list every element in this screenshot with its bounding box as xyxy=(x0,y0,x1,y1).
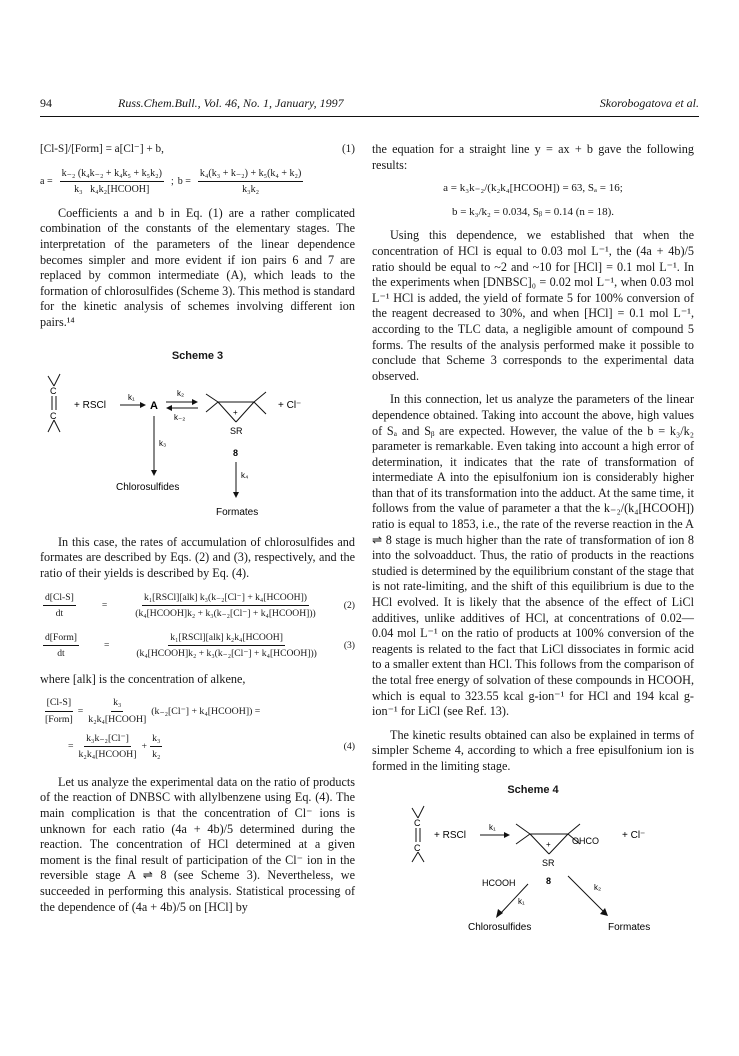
eq-a-den2: k₄k₂[HCOOH] xyxy=(90,184,150,196)
scheme3-k4: k₄ xyxy=(241,471,249,481)
episulfonium-ion-4 xyxy=(516,824,580,854)
equation-a-b: a = $\frac{\text{k₋₂ (k₄k₋₂ + k₄k₅ + k₅k₂)}}{\text{k₃ k₄k₂[HCOOH]}}$ ; b = $\frac{\text{k₄(k₃ + k₋₂) + k₅(k₄ + k₂)}}{\text{k₃k₂}}$ xyxy=(40,166,355,198)
eq4-lhs-den: [Form] xyxy=(45,714,73,726)
equation-4: $\frac{[Cl-S]}{\text{[Form]}}$ = $\frac{\text{k₃}}{\text{k₂k₄[HCOOH]}}$ (k₋₂[Cl⁻] + k₄[HCOOH]) = = $\frac{\text{k₃k₋₂[Cl⁻]}}{\text{k₂k₄[HCOOH]}}$ + $\frac{\text{k₃}}{\text{k₂}}$ (4) xyxy=(40,695,355,762)
scheme3-rscl: + RSCl xyxy=(74,400,106,412)
eq-b-num: k₄(k₃ + k₋₂) + k₅(k₄ + k₂) xyxy=(198,166,303,183)
alkene-structure xyxy=(48,374,60,432)
eq4-frac2-num: k₃k₋₂[Cl⁻] xyxy=(84,731,131,748)
carbon-label-top-4: C xyxy=(414,818,421,829)
eq-b-lhs: b = xyxy=(177,175,191,187)
scheme3-ion-8: 8 xyxy=(233,448,239,459)
authors: Skorobogatova et al. xyxy=(599,96,699,110)
eq4-frac3-num: k₃ xyxy=(150,731,162,748)
eq4-lhs-num: [Cl-S] xyxy=(45,695,74,712)
arrow-to-chlorosulfides-head xyxy=(496,909,503,918)
eq4-lhs xyxy=(43,695,75,727)
arrow-k1-s4-head xyxy=(504,832,510,838)
journal-citation: Russ.Chem.Bull., Vol. 46, No. 1, January, 1997 xyxy=(118,96,344,110)
intermediate-A: A xyxy=(150,400,158,413)
scheme-3-title: Scheme 3 xyxy=(171,349,224,362)
arrow-k1-head xyxy=(140,402,146,408)
scheme4-ohco: OHCO xyxy=(572,836,599,847)
result-a: a = k₃k₋₂/(k₂k₄[HCOOH]) = 63, Sₐ = 16; xyxy=(443,182,623,195)
eq4-frac2-den: k₂k₄[HCOOH] xyxy=(78,749,137,761)
eq-a-frac1 xyxy=(60,166,164,198)
eq2-den: (k₄[HCOOH]k₂ + k₃(k₋₂[Cl⁻] + k₄[HCOOH])) xyxy=(135,608,316,620)
page-number: 94 xyxy=(40,96,52,110)
paragraph-scheme4-intro: The kinetic results obtained can also be explained in terms of simpler Scheme 4, according to which a free episulfonium ion is formed in the limiting stage. xyxy=(372,727,694,773)
equation-1 xyxy=(40,142,355,158)
scheme4-hcooh: HCOOH xyxy=(482,878,516,889)
scheme4-k2: k₂ xyxy=(594,883,602,893)
paragraph-analysis: Let us analyze the experimental data on the ratio of products of the reaction of DNBSC with allylbenzene using Eq. (4). The main complication is that the concentration of Cl⁻ ions is unknown for each ratio (4a + 4b)/5 determined during the reaction. The concentration of HCl determined at a given moment is the final result of participation of the Cl⁻ ion in the reversible stage A ⇌ 8 (see Scheme 3). Nevertheless, we succeeded in performing this analysis. Statistical processing of the dependence of (4a + 4b)/5 on [HCl] by xyxy=(40,774,355,914)
eq4-frac1-den: k₂k₄[HCOOH] xyxy=(88,714,147,726)
eq4-frac1-num: k₃ xyxy=(111,695,123,712)
equation-2: $\frac{d[Cl-S]}{dt}$ = $\frac{\text{k₁[RSCl][alk] k₃(k₋₂[Cl⁻] + k₄[HCOOH])}}{\text{(k₄[HCOOH]k₂ + k₃(k₋₂[Cl⁻] + k₄[HCOOH]))}}$ (2) xyxy=(40,590,355,622)
scheme-3-diagram xyxy=(40,370,355,520)
scheme4-plus: + xyxy=(546,840,551,850)
eq2-lhs xyxy=(43,590,76,622)
eq4-frac2 xyxy=(77,731,139,763)
eq2-lhs-den: dt xyxy=(55,608,64,620)
scheme4-sr: SR xyxy=(542,858,555,869)
eq4-rest: (k₋₂[Cl⁻] + k₄[HCOOH]) = xyxy=(151,705,261,717)
equation-1-body: [Cl-S]/[Form] = a[Cl⁻] + b, xyxy=(40,143,164,155)
eq4-frac1 xyxy=(86,695,148,727)
arrow-k2-head xyxy=(192,399,198,405)
eq-a-frac1-num: k₋₂ (k₄k₋₂ + k₄k₅ + k₅k₂) xyxy=(60,166,164,183)
eq3-den: (k₄[HCOOH]k₂ + k₃(k₋₂[Cl⁻] + k₄[HCOOH])) xyxy=(136,648,317,660)
paragraph-line-equation: the equation for a straight line y = ax + b gave the following results: xyxy=(372,142,694,172)
episulfonium-ion xyxy=(206,392,266,422)
eq2-number: (2) xyxy=(343,599,355,611)
eq4-number: (4) xyxy=(343,740,355,752)
right-column xyxy=(372,142,694,939)
carbon-label-bottom-4: C xyxy=(414,843,421,854)
left-column xyxy=(40,142,355,923)
scheme3-km2: k₋₂ xyxy=(174,413,186,423)
eq4-frac3-den: k₂ xyxy=(152,749,161,761)
eq2-lhs-num: d[Cl-S] xyxy=(43,590,76,607)
eq3-rhs xyxy=(134,630,319,662)
eq3-lhs xyxy=(43,630,79,662)
scheme4-ion-8: 8 xyxy=(546,876,552,887)
equation-3: $\frac{\text{d[Form]}}{dt}$ = $\frac{\text{k₁[RSCl][alk] k₂k₄[HCOOH]}}{\text{(k₄[HCOOH]k₂ + k₃(k₋₂[Cl⁻] + k₄[HCOOH]))}}$ (3) xyxy=(40,630,355,662)
eq-a-lhs: a = xyxy=(40,175,53,187)
paragraph-parameters: In this connection, let us analyze the parameters of the linear dependence obtained. Taking into account the above, high values of Sₐ and Sᵦ are expected. However, the value of the b = k₃/k₂ parameter is remarkable. Even taking into account a high error of determination, it indicates that the rate of transformation of intermediate A into the episulfonium ion is considerably higher than that of its transformation into the adduct. At the same time, it follows from the value of parameter a that the k₋₂/(k₄[HCOOH]) ratio is equal to 1853, i.e., the rate of the reverse reaction in the A ⇌ 8 stage is much higher than the rate of transformation of ion 8 into the solvoadduct. Thus, the ratio of products in the reactions studied is determined by the equilibrium constant of the stage that is not rate-limiting, and the shift of this equilibrium is due to the HCl evolved. It is likely that the absence of the effect of LiCl additives, unlike additives of HCl, at concentrations of 0.02—0.04 mol L⁻¹ on the ratio of products at 100% conversion of the reagents is related to the fact that LiCl dissociates in formic acid to a smaller extent than HCl. This follows from the comparison of the total free energy of solvation of these compounds in HCOOH, which is equal to 323.55 kcal g-ion⁻¹ for HCl and 194 kcal g-ion⁻¹ for LiCl (see Ref. 13). xyxy=(372,392,695,719)
eq3-lhs-den: dt xyxy=(57,648,65,660)
eq-b-frac xyxy=(198,166,303,198)
eq-a-frac1-den xyxy=(72,182,151,198)
result-b: b = k₃/k₂ = 0.034, Sᵦ = 0.14 (n = 18). xyxy=(451,205,615,218)
carbon-label-bottom: C xyxy=(50,411,57,422)
scheme-4-diagram xyxy=(372,804,694,934)
scheme4-rscl: + RSCl xyxy=(434,830,466,842)
scheme3-plus-cl: + Cl⁻ xyxy=(278,400,302,412)
scheme3-k1: k₁ xyxy=(128,393,135,403)
eq-a-den1: k₃ xyxy=(74,184,83,196)
eq3-number: (3) xyxy=(343,639,355,651)
alkene-structure-4 xyxy=(412,806,424,862)
arrow-k4-head xyxy=(233,492,239,498)
scheme4-chlorosulfides: Chlorosulfides xyxy=(468,922,532,934)
arrow-km2-head xyxy=(166,405,172,411)
scheme3-sr: SR xyxy=(230,426,243,437)
scheme3-plus: + xyxy=(233,408,238,418)
scheme3-formates: Formates xyxy=(216,507,259,519)
scheme4-k1b: k₁ xyxy=(518,897,525,907)
equation-1-number: (1) xyxy=(341,143,355,155)
scheme4-formates: Formates xyxy=(608,922,651,934)
paragraph-alk: where [alk] is the concentration of alkene, xyxy=(40,671,246,686)
header-rule xyxy=(40,116,699,117)
eq2-rhs xyxy=(133,590,318,622)
arrow-k3-head xyxy=(151,470,157,476)
eq3-lhs-num: d[Form] xyxy=(43,630,79,647)
scheme4-plus-cl: + Cl⁻ xyxy=(622,830,646,842)
scheme3-k3: k₃ xyxy=(159,439,167,449)
paragraph-dependence: Using this dependence, we established that when the concentration of HCl is equal to 0.03 mol L⁻¹, the (4a + 4b)/5 ratio should be equal to ~2 and ~10 for [HCl] = 0.1 mol L⁻¹. In the experiments when [DNBSC]₀ = 0.02 mol L⁻¹, when 0.03 mol L⁻¹ HCl is added, the yield of formate 5 for 100% conversion of the reagent decreased to 30%, and when [HCl] = 0.1 mol L⁻¹, according to the TLC data, a negligible amount of compound 5 forms. The results of the analysis performed make it possible to conclude that Scheme 3 corresponds to the experimental data observed. xyxy=(372,228,694,383)
carbon-label-top: C xyxy=(50,386,57,397)
paragraph-coefficients: Coefficients a and b in Eq. (1) are a rather complicated combination of the constants of the elementary stages. The interpretation of the parameters of the linear dependence becomes simpler and more evident if ion pairs 6 and 7 are replaced by common intermediate (A), which leads to the formation of chlorosulfides (Scheme 3). This method is standard for the kinetic analysis of schemes involving different ion pairs.¹⁴ xyxy=(40,205,355,329)
eq-b-den: k₃k₂ xyxy=(242,184,260,196)
eq4-frac3 xyxy=(150,731,162,763)
arrow-to-formates xyxy=(568,876,604,912)
paragraph-rates: In this case, the rates of accumulation of chlorosulfides and formates are described by Eqs. (2) and (3), respectively, and the ratio of their yields is described by Eq. (4). xyxy=(40,534,355,580)
eq3-num: k₁[RSCl][alk] k₂k₄[HCOOH] xyxy=(168,630,285,647)
scheme-4-title: Scheme 4 xyxy=(507,783,559,796)
scheme3-chlorosulfides: Chlorosulfides xyxy=(116,482,180,494)
scheme3-k2: k₂ xyxy=(177,389,185,399)
scheme4-k1: k₁ xyxy=(489,823,496,833)
eq2-num: k₁[RSCl][alk] k₃(k₋₂[Cl⁻] + k₄[HCOOH]) xyxy=(142,590,309,607)
